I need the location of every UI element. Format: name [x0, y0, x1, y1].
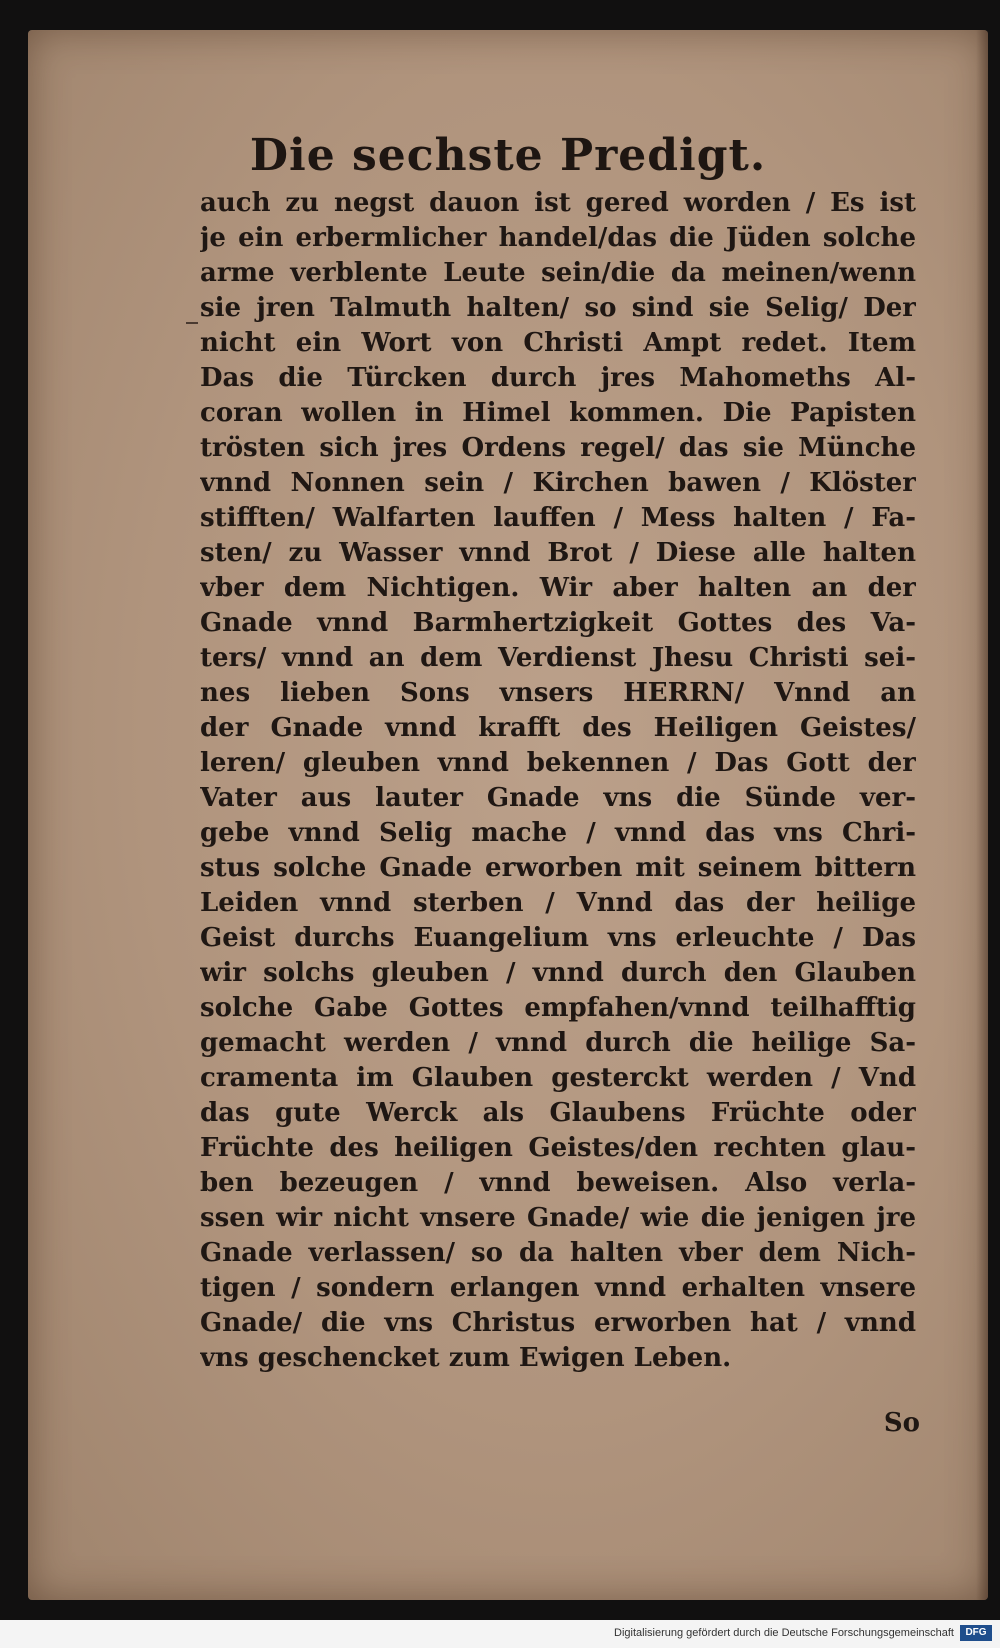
text-line: nicht ein Wort von Christi Ampt redet. Item [200, 328, 916, 358]
dfg-logo: DFG [960, 1625, 992, 1641]
text-line: Vater aus lauter Gnade vns die Sünde ver- [200, 783, 916, 813]
body-text [200, 186, 916, 1376]
text-line: Gnade verlassen/ so da halten vber dem Nich- [200, 1238, 916, 1268]
text-line: sie jren Talmuth halten/ so sind sie Selig/ Der [200, 293, 916, 323]
footer-bar [0, 1620, 1000, 1648]
text-line: Gnade vnnd Barmhertzigkeit Gottes des Va- [200, 608, 916, 638]
text-line: wir solchs gleuben / vnnd durch den Glauben [200, 958, 916, 988]
text-line: Leiden vnnd sterben / Vnnd das der heilige [200, 888, 916, 918]
text-line: nes lieben Sons vnsers HERRN/ Vnnd an [200, 678, 916, 708]
text-line: je ein erbermlicher handel/das die Jüden solche [200, 223, 916, 253]
text-line: Gnade/ die vns Christus erworben hat / vnnd [200, 1308, 916, 1338]
catchword: So [883, 1408, 920, 1438]
margin-mark [186, 322, 198, 324]
text-line: vns geschencket zum Ewigen Leben. [200, 1343, 732, 1373]
text-line: solche Gabe Gottes empfahen/vnnd teilhafftig [200, 993, 916, 1023]
footer-credit: Digitalisierung gefördert durch die Deutsche Forschungsgemeinschaft [614, 1627, 954, 1639]
text-line: vber dem Nichtigen. Wir aber halten an der [200, 573, 916, 603]
text-line: arme verblente Leute sein/die da meinen/wenn [200, 258, 916, 288]
text-line: coran wollen in Himel kommen. Die Papisten [200, 398, 916, 428]
text-line: Geist durchs Euangelium vns erleuchte / Das [200, 923, 916, 953]
text-line: Das die Türcken durch jres Mahomeths Al- [200, 363, 916, 393]
text-line: ters/ vnnd an dem Verdienst Jhesu Christi sei- [200, 643, 916, 673]
text-line: cramenta im Glauben gesterckt werden / Vnd [200, 1063, 916, 1093]
text-line: trösten sich jres Ordens regel/ das sie Münche [200, 433, 916, 463]
text-line: stifften/ Walfarten lauffen / Mess halten / Fa- [200, 503, 916, 533]
text-line: gemacht werden / vnnd durch die heilige Sa- [200, 1028, 916, 1058]
text-line: leren/ gleuben vnnd bekennen / Das Gott der [200, 748, 916, 778]
text-line: auch zu negst dauon ist gered worden / Es ist [200, 188, 916, 218]
text-line: gebe vnnd Selig mache / vnnd das vns Chri- [200, 818, 916, 848]
text-line: tigen / sondern erlangen vnnd erhalten vnsere [200, 1273, 916, 1303]
text-line: der Gnade vnnd krafft des Heiligen Geistes/ [200, 713, 916, 743]
text-line: vnnd Nonnen sein / Kirchen bawen / Klöster [200, 468, 916, 498]
text-line: stus solche Gnade erworben mit seinem bittern [200, 853, 916, 883]
text-line: sten/ zu Wasser vnnd Brot / Diese alle halten [200, 538, 916, 568]
text-line: das gute Werck als Glaubens Früchte oder [200, 1098, 916, 1128]
text-line: Früchte des heiligen Geistes/den rechten glau- [200, 1133, 916, 1163]
page-edge-shadow [976, 30, 988, 1600]
text-line: ben bezeugen / vnnd beweisen. Also verla- [200, 1168, 916, 1198]
running-head: Die sechste Predigt. [249, 130, 767, 181]
text-line: ssen wir nicht vnsere Gnade/ wie die jenigen jre [200, 1203, 916, 1233]
